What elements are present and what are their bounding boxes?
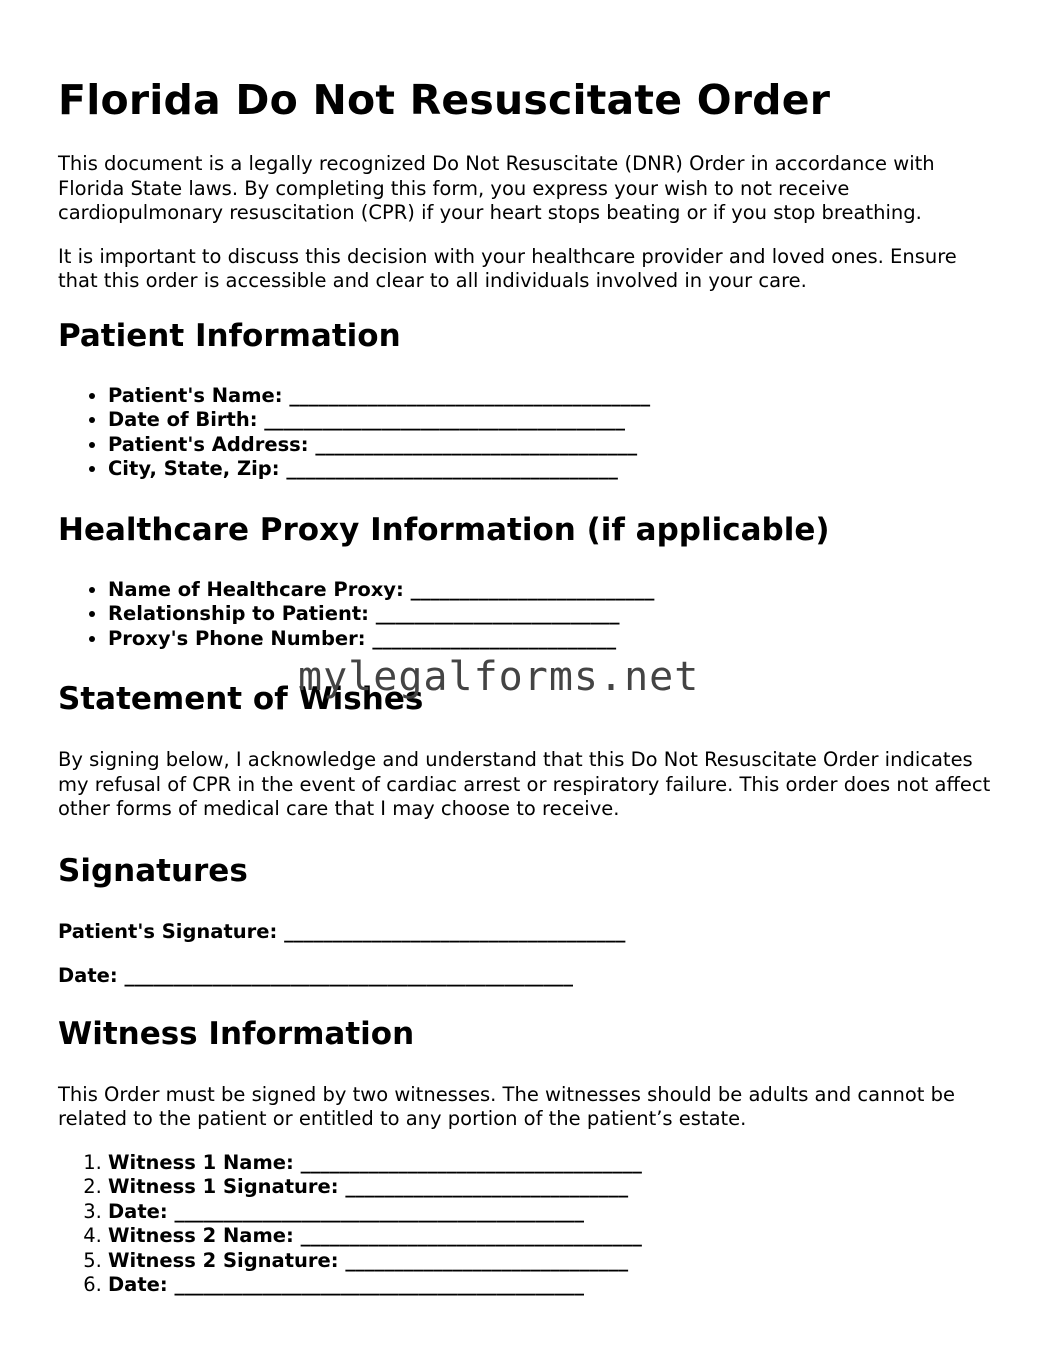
intro-paragraph-2: It is important to discuss this decision with your healthcare provider and loved ones. Ensure that this order is accessible and clear to all individuals involved in your care.: [58, 244, 957, 292]
signatures-section-heading: Signatures: [58, 852, 248, 889]
witness-paragraph: This Order must be signed by two witnesses. The witnesses should be adults and cannot be related to the patient or entitled to any portion of the patient’s estate.: [58, 1082, 955, 1130]
patient-section-heading: Patient Information: [58, 317, 401, 354]
witness-1-name-field: 1. Witness 1 Name: ___________________________________: [108, 1151, 998, 1176]
witness-2-signature-field: 5. Witness 2 Signature: _____________________________: [108, 1249, 998, 1274]
proxy-fields-list: [58, 578, 998, 652]
patient-signature-field: Patient's Signature: ___________________________________: [58, 919, 626, 943]
date-of-birth-field: • Date of Birth: _____________________________________: [108, 408, 998, 433]
patient-address-field: • Patient's Address: _________________________________: [108, 433, 998, 458]
statement-section-heading: Statement of Wishes: [58, 681, 424, 717]
patient-name-field: • Patient's Name: _____________________________________: [108, 384, 998, 409]
witness-1-date-field: 3. Date: __________________________________________: [108, 1200, 998, 1225]
witness-fields-list: [58, 1151, 998, 1298]
proxy-section-heading: Healthcare Proxy Information (if applicable): [58, 511, 830, 548]
patient-fields-list: [58, 384, 998, 482]
city-state-zip-field: • City, State, Zip: __________________________________: [108, 457, 998, 482]
witness-2-date-field: 6. Date: __________________________________________: [108, 1273, 998, 1298]
witness-1-signature-field: 2. Witness 1 Signature: _____________________________: [108, 1175, 998, 1200]
proxy-phone-field: • Proxy's Phone Number: _________________________: [108, 627, 998, 652]
watermark-text: mylegalforms.net: [298, 654, 700, 700]
statement-paragraph: By signing below, I acknowledge and understand that this Do Not Resuscitate Order indicates my refusal of CPR in the event of cardiac arrest or respiratory failure. This order does not affect other forms of medical care that I may choose to receive.: [58, 748, 991, 820]
witness-2-name-field: 4. Witness 2 Name: ___________________________________: [108, 1224, 998, 1249]
signature-date-field: Date: ______________________________________________: [58, 964, 573, 987]
document-title: Florida Do Not Resuscitate Order: [58, 76, 831, 124]
proxy-relationship-field: • Relationship to Patient: _________________________: [108, 602, 998, 627]
proxy-name-field: • Name of Healthcare Proxy: _________________________: [108, 578, 998, 603]
intro-paragraph-1: This document is a legally recognized Do Not Resuscitate (DNR) Order in accordance with Florida State laws. By completing this form, you express your wish to not receive cardiopulmonary resuscitation (CPR) if your heart stops beating or if you stop breathing.: [58, 152, 935, 224]
witness-section-heading: Witness Information: [58, 1015, 415, 1052]
